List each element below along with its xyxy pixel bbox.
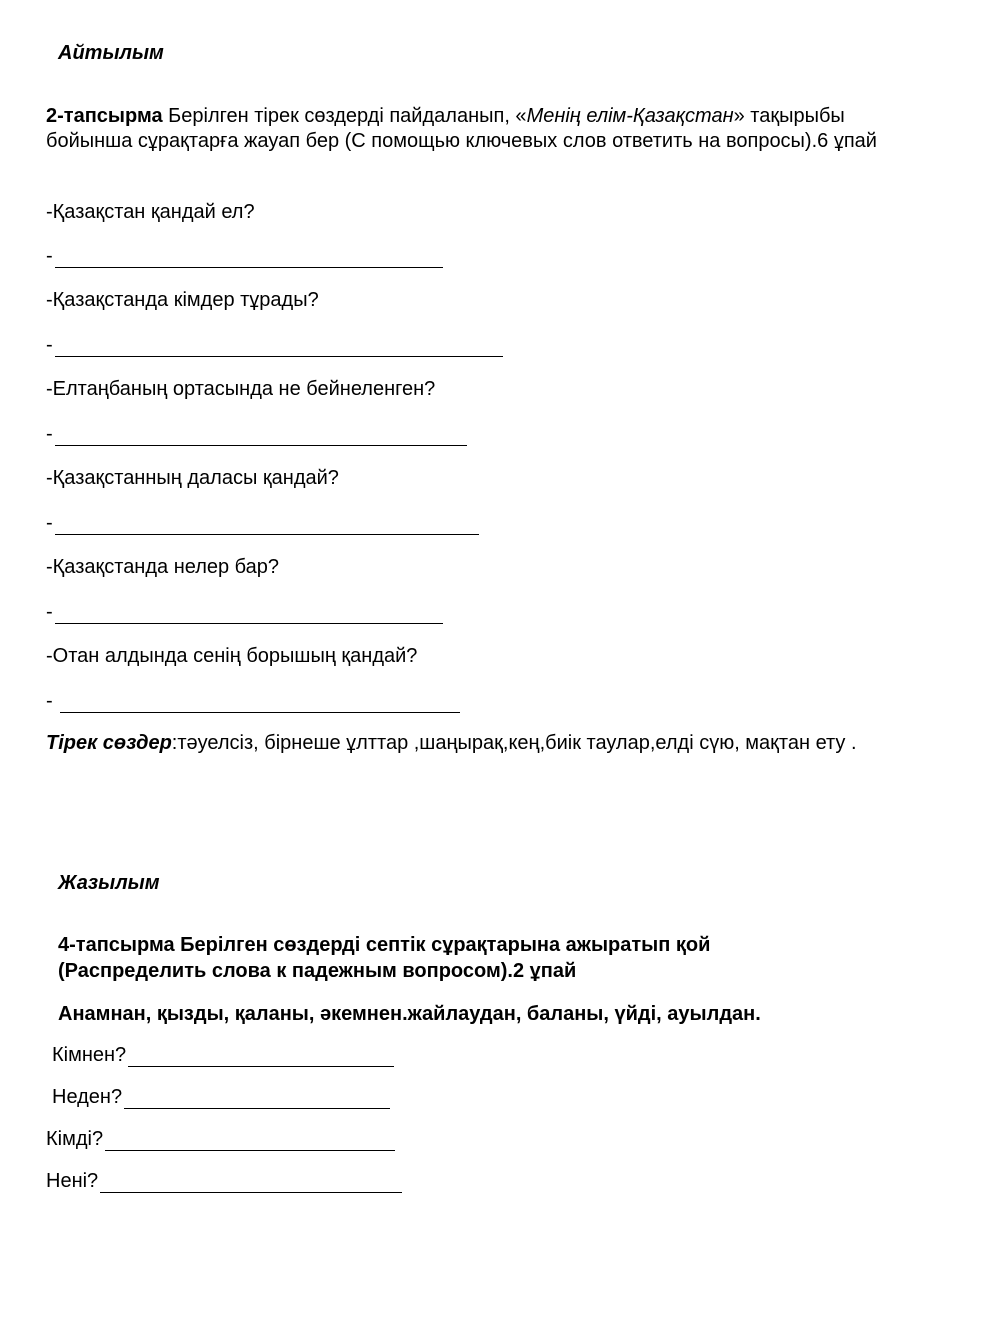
blank-line[interactable] [124, 1090, 390, 1109]
case-question-kimnen[interactable] [52, 1044, 394, 1067]
blank-line[interactable] [105, 1132, 395, 1151]
answer-prefix: - [46, 601, 53, 623]
answer-line-5[interactable] [46, 601, 443, 624]
task-2-instructions [46, 104, 936, 154]
answer-prefix: - [46, 690, 59, 712]
case-question-label: Кімді? [46, 1128, 104, 1150]
task-2-text-after: » тақырыбы бойынша сұрақтарға жауап бер (С помощью ключевых слов ответить на вопросы).6 ұпай [46, 105, 877, 152]
case-question-neni[interactable] [46, 1170, 402, 1193]
case-question-label: Неден? [52, 1086, 123, 1108]
answer-prefix: - [46, 245, 53, 267]
task-4-instructions [58, 932, 710, 984]
blank-line[interactable] [55, 516, 479, 535]
support-words [46, 731, 906, 756]
blank-line[interactable] [100, 1174, 402, 1193]
case-question-label: Кімнен? [52, 1044, 127, 1066]
answer-line-4[interactable] [46, 512, 479, 535]
task-4-line-1: 4-тапсырма Берілген сөздерді септік сұрақтарына ажыратып қой [58, 934, 711, 956]
answer-line-2[interactable] [46, 334, 503, 357]
case-question-neden[interactable] [52, 1086, 390, 1109]
section-heading-speaking: Айтылым [58, 42, 164, 64]
answer-line-6[interactable] [46, 690, 460, 713]
question-6: -Отан алдында сенің борышың қандай? [46, 645, 418, 667]
task-2-topic: Менің елім-Қазақстан [526, 105, 734, 127]
blank-line[interactable] [60, 694, 460, 713]
answer-line-1[interactable] [46, 245, 443, 268]
question-2: -Қазақстанда кімдер тұрады? [46, 289, 319, 311]
blank-line[interactable] [128, 1048, 394, 1067]
question-4: -Қазақстанның даласы қандай? [46, 467, 339, 489]
blank-line[interactable] [55, 605, 443, 624]
answer-prefix: - [46, 423, 53, 445]
task-2-label: 2-тапсырма [46, 105, 163, 127]
question-1: -Қазақстан қандай ел? [46, 201, 255, 223]
question-5: -Қазақстанда нелер бар? [46, 556, 280, 578]
support-words-text: :тәуелсіз, бірнеше ұлттар ,шаңырақ,кең,биік таулар,елді сүю, мақтан ету . [171, 732, 857, 754]
case-question-label: Нені? [46, 1170, 99, 1192]
blank-line[interactable] [55, 427, 467, 446]
word-list: Анамнан, қызды, қаланы, әкемнен.жайлаудан, баланы, үйді, ауылдан. [58, 1003, 761, 1025]
blank-line[interactable] [55, 338, 503, 357]
task-2-text-before: Берілген тірек сөздерді пайдаланып, « [162, 105, 527, 127]
question-3: -Елтаңбаның ортасында не бейнеленген? [46, 378, 436, 400]
case-question-kimdi[interactable] [46, 1128, 395, 1151]
answer-line-3[interactable] [46, 423, 467, 446]
blank-line[interactable] [55, 249, 443, 268]
support-words-label: Тірек сөздер [46, 732, 172, 754]
answer-prefix: - [46, 512, 53, 534]
section-heading-writing: Жазылым [58, 872, 160, 894]
answer-prefix: - [46, 334, 53, 356]
task-4-line-2: (Распределить слова к падежным вопросом).2 ұпай [58, 960, 577, 982]
